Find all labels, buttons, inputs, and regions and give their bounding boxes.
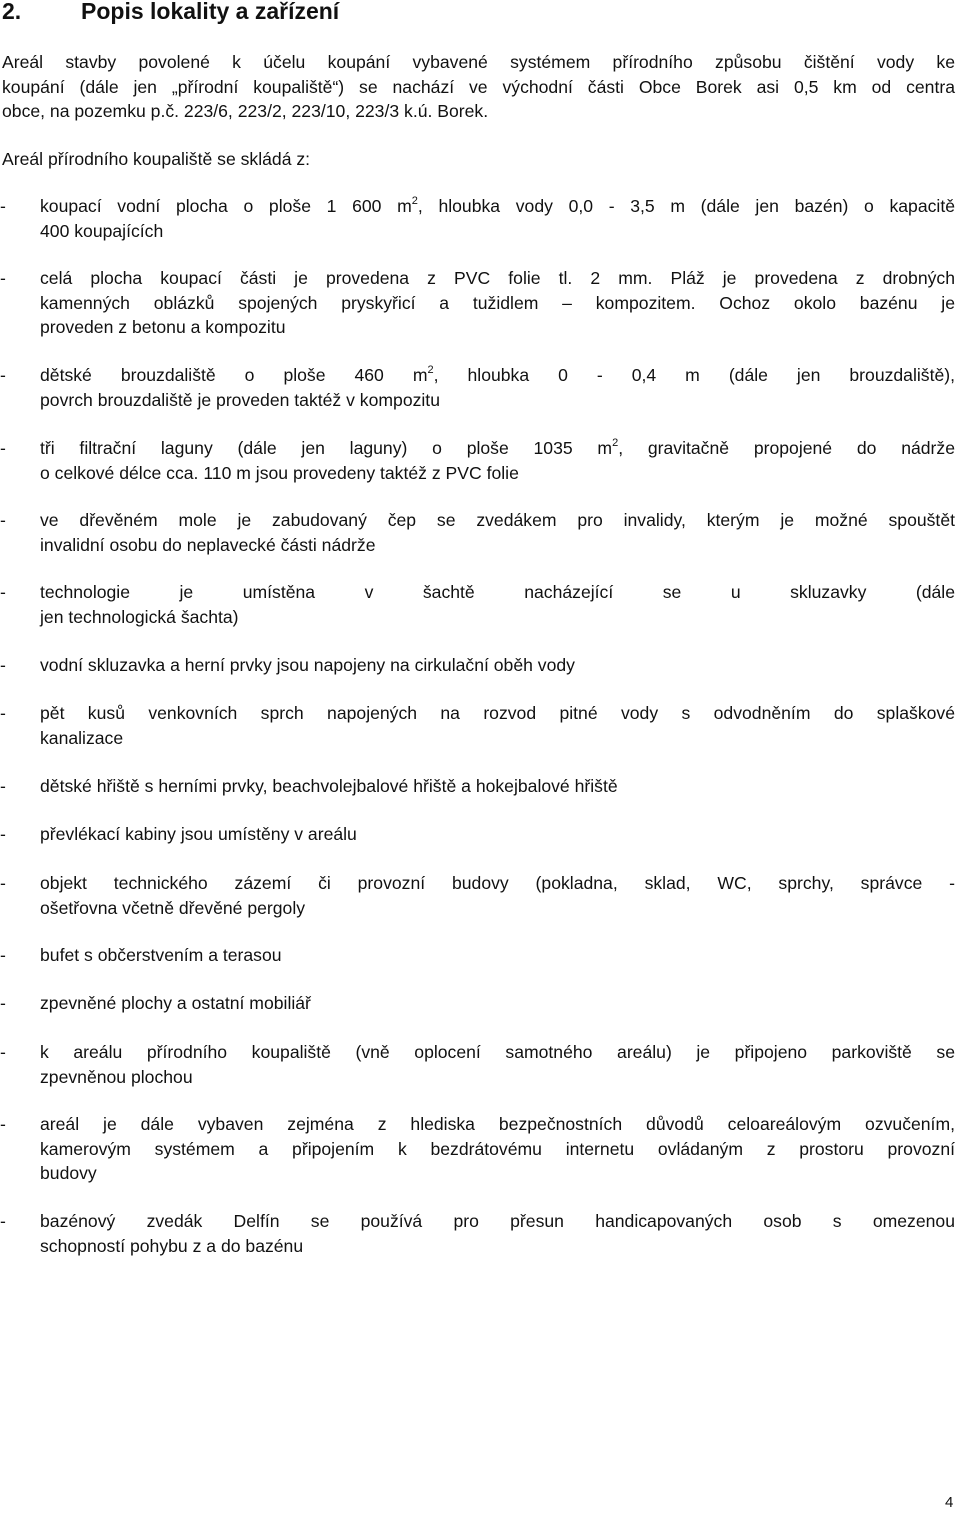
list-item	[0, 653, 955, 678]
list-item	[0, 991, 955, 1016]
item-line: vodní skluzavka a herní prvky jsou napojeny na cirkulační oběh vody	[40, 655, 575, 675]
superscript: 2	[411, 195, 418, 207]
item-line: pět kusů venkovních sprch napojených na rozvod pitné vody s odvodněním do splaškové	[40, 703, 955, 723]
item-line: ve dřevěném mole je zabudovaný čep se zvedákem pro invalidy, kterým je možné spouštět	[40, 510, 955, 530]
item-line: proveden z betonu a kompozitu	[40, 317, 286, 337]
item-line: objekt technického zázemí či provozní budovy (pokladna, sklad, WC, sprchy, správce -	[40, 873, 955, 893]
item-line: bazénový zvedák Delfín se používá pro přesun handicapovaných osob s omezenou	[40, 1211, 955, 1231]
list-dash: -	[0, 873, 6, 893]
list-dash: -	[0, 268, 6, 288]
list-dash: -	[0, 1042, 6, 1062]
item-line: budovy	[40, 1163, 97, 1183]
list-dash: -	[0, 824, 6, 844]
intro-paragraph	[2, 50, 955, 124]
list-dash: -	[0, 703, 6, 723]
list-dash: -	[0, 582, 6, 602]
list-item	[0, 822, 955, 847]
item-line: kamenných oblázků spojených pryskyřicí a tužidlem – kompozitem. Ochoz okolo bazénu je	[40, 292, 955, 313]
list-dash: -	[0, 196, 6, 216]
intro-line: koupání (dále jen „přírodní koupaliště“) se nachází ve východní části Obce Borek asi 0,5 km od centra	[2, 76, 955, 97]
item-line: areál je dále vybaven zejména z hlediska bezpečnostních důvodů celoareálovým ozvučením,	[40, 1114, 955, 1134]
list-item	[0, 436, 955, 485]
intro-line: Areál stavby povolené k účelu koupání vybavené systémem přírodního způsobu čištění vody ke	[2, 52, 955, 72]
item-line: povrch brouzdaliště je proveden taktéž v kompozitu	[40, 389, 440, 410]
list-dash: -	[0, 993, 6, 1013]
item-line	[40, 363, 955, 388]
list-dash: -	[0, 365, 6, 385]
item-line: o celkové délce cca. 110 m jsou provedeny taktéž z PVC folie	[40, 462, 519, 483]
item-line: dětské hřiště s herními prvky, beachvolejbalové hřiště a hokejbalové hřiště	[40, 776, 618, 796]
list-item	[0, 774, 955, 799]
item-line: bufet s občerstvením a terasou	[40, 945, 282, 965]
item-line: 400 koupajících	[40, 220, 164, 241]
superscript: 2	[612, 437, 619, 449]
list-dash: -	[0, 438, 6, 458]
list-item	[0, 363, 955, 412]
item-line: schopností pohybu z a do bazénu	[40, 1235, 304, 1256]
item-text: tři filtrační laguny (dále jen laguny) o ploše 1035 m	[40, 438, 613, 458]
list-item	[0, 871, 955, 920]
item-line: invalidní osobu do neplavecké části nádrže	[40, 534, 376, 555]
list-item	[0, 943, 955, 968]
item-line: zpevněné plochy a ostatní mobiliář	[40, 993, 311, 1013]
section-number: 2.	[2, 0, 22, 24]
item-text: , gravitačně propojené do nádrže	[618, 438, 955, 458]
list-item	[0, 266, 955, 340]
item-line: převlékací kabiny jsou umístěny v areálu	[40, 824, 357, 844]
section-heading	[2, 0, 339, 28]
list-item	[0, 701, 955, 750]
item-line: ošetřovna včetně dřevěné pergoly	[40, 897, 306, 918]
list-item	[0, 580, 955, 629]
list-dash: -	[0, 655, 6, 675]
item-text: koupací vodní plocha o ploše 1 600 m	[40, 196, 412, 216]
item-line	[40, 194, 955, 219]
item-text: , hloubka vody 0,0 - 3,5 m (dále jen bazén) o kapacitě	[417, 196, 955, 216]
item-line	[40, 436, 955, 461]
item-line: kanalizace	[40, 727, 124, 748]
list-item	[0, 1209, 955, 1258]
item-line: k areálu přírodního koupaliště (vně oplocení samotného areálu) je připojeno parkoviště se	[40, 1042, 955, 1062]
item-text: dětské brouzdaliště o ploše 460 m	[40, 365, 428, 385]
list-item	[0, 1040, 955, 1089]
list-dash: -	[0, 510, 6, 530]
list-dash: -	[0, 1211, 6, 1231]
item-line: celá plocha koupací části je provedena z PVC folie tl. 2 mm. Pláž je provedena z drobných	[40, 268, 955, 288]
item-line: jen technologická šachta)	[40, 606, 239, 627]
page-number: 4	[945, 1494, 954, 1511]
item-line: zpevněnou plochou	[40, 1066, 193, 1087]
list-dash: -	[0, 1114, 6, 1134]
item-line: technologie je umístěna v šachtě nacházející se u skluzavky (dále	[40, 582, 955, 602]
list-dash: -	[0, 776, 6, 796]
section-title: Popis lokality a zařízení	[81, 0, 340, 24]
list-dash: -	[0, 945, 6, 965]
list-item	[0, 1112, 955, 1186]
list-item	[0, 508, 955, 557]
intro-line: obce, na pozemku p.č. 223/6, 223/2, 223/10, 223/3 k.ú. Borek.	[2, 101, 489, 121]
item-text: , hloubka 0 - 0,4 m (dále jen brouzdaliště),	[433, 365, 955, 385]
list-lead: Areál přírodního koupaliště se skládá z:	[2, 149, 311, 169]
list-item	[0, 194, 955, 243]
superscript: 2	[427, 364, 434, 376]
item-line: kamerovým systémem a připojením k bezdrátovému internetu ovládaným z prostoru provozní	[40, 1138, 955, 1159]
